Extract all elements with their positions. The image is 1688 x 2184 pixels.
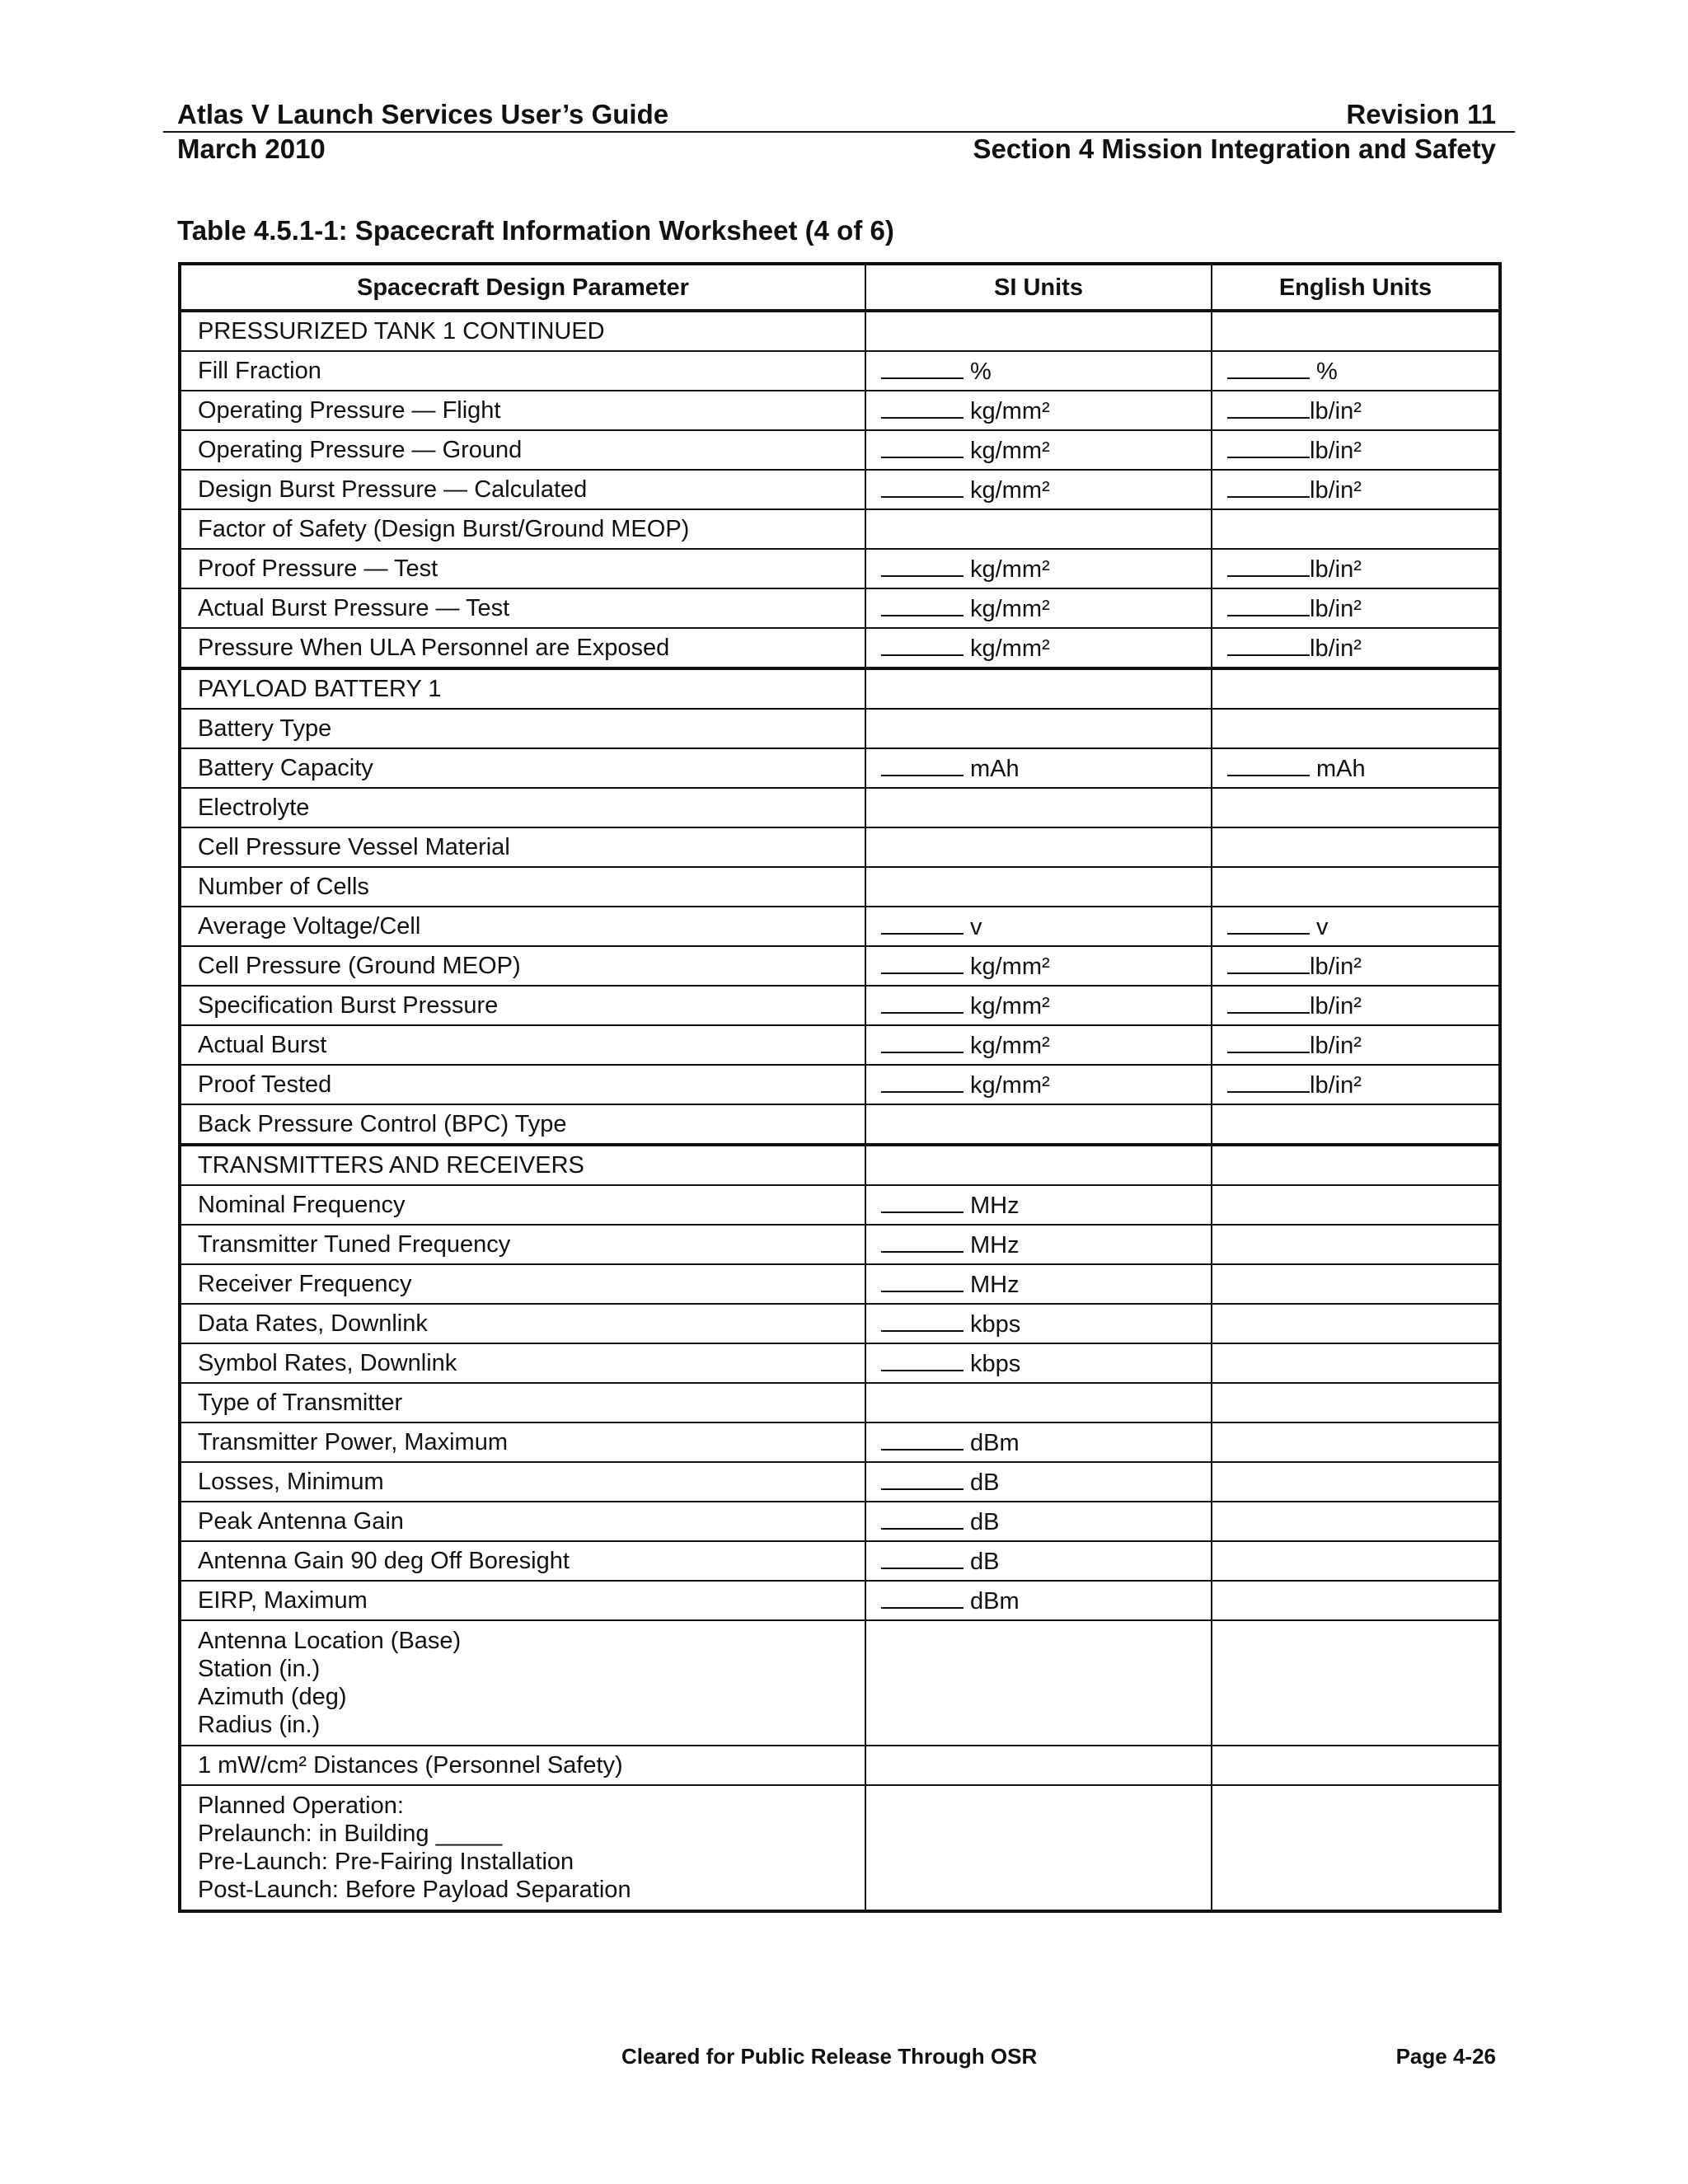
fill-in-blank[interactable] [1227,991,1310,1014]
english-units-cell [1212,1541,1500,1581]
unit-label: lb/in² [1310,398,1362,424]
si-units-cell[interactable] [865,1264,1212,1304]
parameter-cell: Actual Burst [180,1025,865,1065]
si-units-cell[interactable] [865,430,1212,470]
unit-label: lb/in² [1310,1072,1362,1099]
table-row [180,1785,1500,1911]
table-row [180,907,1500,946]
si-units-cell[interactable] [865,1185,1212,1225]
table-row [180,827,1500,867]
parameter-cell: Planned Operation: Prelaunch: in Building _____ Pre-Launch: Pre-Fairing Installation Post-Launch: Before Payload Separation [180,1785,865,1911]
fill-in-blank[interactable] [881,1507,964,1530]
unit-label: kg/mm² [970,398,1050,424]
parameter-cell: Cell Pressure (Ground MEOP) [180,946,865,986]
parameter-cell: Battery Capacity [180,748,865,788]
si-units-cell[interactable] [865,1422,1212,1462]
english-units-cell[interactable] [1212,430,1500,470]
english-units-cell [1212,1383,1500,1422]
unit-label: mAh [1316,756,1366,782]
fill-in-blank[interactable] [881,951,964,974]
unit-label: lb/in² [1310,556,1362,583]
unit-label: lb/in² [1310,438,1362,464]
table-title: Table 4.5.1-1: Spacecraft Information Worksheet (4 of 6) [177,215,894,246]
column-header-parameter: Spacecraft Design Parameter [180,264,865,311]
english-units-cell [1212,311,1500,351]
parameter-cell: Actual Burst Pressure — Test [180,588,865,628]
si-units-cell[interactable] [865,628,1212,668]
fill-in-blank[interactable] [1227,356,1310,379]
english-units-cell [1212,1185,1500,1225]
english-units-cell [1212,668,1500,709]
english-units-cell [1212,867,1500,907]
english-units-cell [1212,1462,1500,1502]
fill-in-blank[interactable] [1227,1070,1310,1093]
parameter-cell: Transmitter Power, Maximum [180,1422,865,1462]
unit-label: mAh [970,756,1020,782]
table-row [180,1065,1500,1104]
parameter-cell: Cell Pressure Vessel Material [180,827,865,867]
table-row [180,788,1500,827]
fill-in-blank[interactable] [881,633,964,656]
fill-in-blank[interactable] [1227,593,1310,616]
table-row [180,1462,1500,1502]
fill-in-blank[interactable] [881,1030,964,1053]
table-row [180,1502,1500,1541]
unit-label: MHz [970,1232,1020,1258]
column-header-si-units: SI Units [865,264,1212,311]
english-units-cell [1212,1746,1500,1785]
unit-label: kg/mm² [970,596,1050,622]
parameter-cell: Receiver Frequency [180,1264,865,1304]
si-units-cell[interactable] [865,748,1212,788]
unit-label: kg/mm² [970,556,1050,583]
english-units-cell [1212,827,1500,867]
unit-label: dBm [970,1588,1020,1615]
fill-in-blank[interactable] [1227,554,1310,577]
english-units-cell[interactable] [1212,1025,1500,1065]
fill-in-blank[interactable] [881,1309,964,1332]
table-row [180,1264,1500,1304]
si-units-cell[interactable] [865,1581,1212,1620]
si-units-cell [865,1620,1212,1746]
parameter-cell: Design Burst Pressure — Calculated [180,470,865,509]
si-units-cell[interactable] [865,1025,1212,1065]
unit-label: kg/mm² [970,1072,1050,1099]
fill-in-blank[interactable] [881,1230,964,1253]
table-row [180,1746,1500,1785]
si-units-cell[interactable] [865,1462,1212,1502]
parameter-cell: Proof Tested [180,1065,865,1104]
table-row [180,748,1500,788]
table-row [180,709,1500,748]
unit-label: MHz [970,1272,1020,1298]
fill-in-blank[interactable] [1227,951,1310,974]
parameter-cell: Number of Cells [180,867,865,907]
fill-in-blank[interactable] [881,753,964,776]
table-row [180,391,1500,430]
table-row [180,351,1500,391]
si-units-cell[interactable] [865,1225,1212,1264]
fill-in-blank[interactable] [881,1467,964,1490]
parameter-cell: Battery Type [180,709,865,748]
english-units-cell[interactable] [1212,470,1500,509]
parameter-cell: Average Voltage/Cell [180,907,865,946]
parameter-cell: Factor of Safety (Design Burst/Ground MEOP) [180,509,865,549]
si-units-cell[interactable] [865,351,1212,391]
table-row [180,1541,1500,1581]
si-units-cell[interactable] [865,391,1212,430]
unit-label: kbps [970,1311,1021,1338]
fill-in-blank[interactable] [881,435,964,458]
unit-label: kg/mm² [970,438,1050,464]
si-units-cell [865,1383,1212,1422]
unit-label: lb/in² [1310,477,1362,504]
table-row [180,588,1500,628]
parameter-cell: Losses, Minimum [180,1462,865,1502]
table-row [180,430,1500,470]
table-row [180,1422,1500,1462]
unit-label: dBm [970,1430,1020,1456]
english-units-cell[interactable] [1212,986,1500,1025]
english-units-cell [1212,709,1500,748]
si-units-cell [865,867,1212,907]
unit-label: v [1316,914,1329,940]
unit-label: dB [970,1549,1000,1575]
english-units-cell [1212,1502,1500,1541]
fill-in-blank[interactable] [881,356,964,379]
parameter-cell: TRANSMITTERS AND RECEIVERS [180,1145,865,1185]
section-title: Section 4 Mission Integration and Safety [973,134,1496,164]
parameter-cell: Type of Transmitter [180,1383,865,1422]
si-units-cell [865,827,1212,867]
fill-in-blank[interactable] [1227,396,1310,419]
header-rule [163,131,1515,133]
parameter-cell: Nominal Frequency [180,1185,865,1225]
fill-in-blank[interactable] [881,593,964,616]
parameter-cell: Data Rates, Downlink [180,1304,865,1343]
fill-in-blank[interactable] [1227,753,1310,776]
parameter-cell: Antenna Location (Base) Station (in.) Azimuth (deg) Radius (in.) [180,1620,865,1746]
table-row [180,1025,1500,1065]
si-units-cell[interactable] [865,946,1212,986]
unit-label: lb/in² [1310,1033,1362,1059]
table-row [180,509,1500,549]
parameter-cell: Pressure When ULA Personnel are Exposed [180,628,865,668]
parameter-cell: Proof Pressure — Test [180,549,865,588]
fill-in-blank[interactable] [1227,435,1310,458]
english-units-cell [1212,1343,1500,1383]
unit-label: lb/in² [1310,596,1362,622]
parameter-cell: EIRP, Maximum [180,1581,865,1620]
table-row [180,1343,1500,1383]
english-units-cell [1212,788,1500,827]
unit-label: % [1316,359,1338,385]
si-units-cell[interactable] [865,1541,1212,1581]
unit-label: lb/in² [1310,635,1362,662]
table-row [180,1304,1500,1343]
english-units-cell[interactable] [1212,946,1500,986]
unit-label: kg/mm² [970,1033,1050,1059]
english-units-cell[interactable] [1212,907,1500,946]
parameter-cell: Operating Pressure — Flight [180,391,865,430]
footer-release-note: Cleared for Public Release Through OSR [621,2044,1038,2069]
fill-in-blank[interactable] [1227,633,1310,656]
table-row [180,1145,1500,1185]
si-units-cell [865,788,1212,827]
table-row [180,311,1500,351]
footer-page-number: Page 4-26 [1395,2044,1496,2069]
parameter-cell: Transmitter Tuned Frequency [180,1225,865,1264]
unit-label: kbps [970,1351,1021,1377]
unit-label: lb/in² [1310,993,1362,1019]
si-units-cell [865,1746,1212,1785]
si-units-cell[interactable] [865,588,1212,628]
table-row [180,1581,1500,1620]
parameter-cell: Specification Burst Pressure [180,986,865,1025]
english-units-cell [1212,1145,1500,1185]
fill-in-blank[interactable] [881,1190,964,1213]
table-row [180,1185,1500,1225]
english-units-cell[interactable] [1212,748,1500,788]
fill-in-blank[interactable] [881,554,964,577]
parameter-cell: Peak Antenna Gain [180,1502,865,1541]
table-row [180,549,1500,588]
english-units-cell[interactable] [1212,588,1500,628]
english-units-cell [1212,1422,1500,1462]
unit-label: lb/in² [1310,954,1362,980]
table-header-row [180,264,1500,311]
unit-label: kg/mm² [970,635,1050,662]
si-units-cell [865,311,1212,351]
english-units-cell [1212,1581,1500,1620]
english-units-cell [1212,1785,1500,1911]
parameter-cell: Symbol Rates, Downlink [180,1343,865,1383]
fill-in-blank[interactable] [881,991,964,1014]
fill-in-blank[interactable] [881,1546,964,1569]
unit-label: v [970,914,982,940]
unit-label: % [970,359,992,385]
parameter-cell: Electrolyte [180,788,865,827]
si-units-cell [865,709,1212,748]
parameter-cell: PRESSURIZED TANK 1 CONTINUED [180,311,865,351]
si-units-cell [865,1145,1212,1185]
table-row [180,1104,1500,1145]
fill-in-blank[interactable] [881,1070,964,1093]
table-body [180,311,1500,1911]
fill-in-blank[interactable] [881,912,964,935]
parameter-cell: Antenna Gain 90 deg Off Boresight [180,1541,865,1581]
fill-in-blank[interactable] [881,475,964,498]
si-units-cell [865,668,1212,709]
parameter-cell: Operating Pressure — Ground [180,430,865,470]
english-units-cell [1212,1104,1500,1145]
parameter-cell: Back Pressure Control (BPC) Type [180,1104,865,1145]
si-units-cell[interactable] [865,470,1212,509]
english-units-cell[interactable] [1212,549,1500,588]
fill-in-blank[interactable] [1227,912,1310,935]
si-units-cell[interactable] [865,549,1212,588]
header-date: March 2010 [177,134,326,164]
table-row [180,946,1500,986]
unit-label: dB [970,1469,1000,1496]
running-header-line-2 [177,134,1496,166]
fill-in-blank[interactable] [881,1269,964,1292]
si-units-cell[interactable] [865,986,1212,1025]
si-units-cell[interactable] [865,1065,1212,1104]
english-units-cell [1212,1304,1500,1343]
unit-label: dB [970,1509,1000,1535]
table-row [180,470,1500,509]
table-row [180,1383,1500,1422]
table-row [180,1620,1500,1746]
english-units-cell[interactable] [1212,391,1500,430]
parameter-cell: Fill Fraction [180,351,865,391]
unit-label: kg/mm² [970,954,1050,980]
fill-in-blank[interactable] [881,1427,964,1451]
si-units-cell[interactable] [865,1343,1212,1383]
fill-in-blank[interactable] [881,396,964,419]
si-units-cell[interactable] [865,907,1212,946]
si-units-cell [865,1785,1212,1911]
table-row [180,986,1500,1025]
si-units-cell[interactable] [865,1304,1212,1343]
english-units-cell[interactable] [1212,351,1500,391]
si-units-cell [865,509,1212,549]
parameter-cell: PAYLOAD BATTERY 1 [180,668,865,709]
english-units-cell[interactable] [1212,1065,1500,1104]
english-units-cell [1212,1225,1500,1264]
english-units-cell [1212,509,1500,549]
unit-label: MHz [970,1193,1020,1219]
table-row [180,628,1500,668]
fill-in-blank[interactable] [881,1348,964,1371]
fill-in-blank[interactable] [881,1586,964,1609]
unit-label: kg/mm² [970,993,1050,1019]
english-units-cell[interactable] [1212,628,1500,668]
english-units-cell [1212,1264,1500,1304]
table-row [180,1225,1500,1264]
parameter-cell: 1 mW/cm² Distances (Personnel Safety) [180,1746,865,1785]
table-row [180,668,1500,709]
fill-in-blank[interactable] [1227,1030,1310,1053]
unit-label: kg/mm² [970,477,1050,504]
guide-title: Atlas V Launch Services User’s Guide [177,99,669,129]
si-units-cell[interactable] [865,1502,1212,1541]
table-row [180,867,1500,907]
english-units-cell [1212,1620,1500,1746]
spacecraft-information-worksheet-table [178,262,1502,1913]
revision-label: Revision 11 [1346,99,1496,129]
si-units-cell [865,1104,1212,1145]
column-header-english-units: English Units [1212,264,1500,311]
running-header-line-1 [177,99,1496,132]
fill-in-blank[interactable] [1227,475,1310,498]
